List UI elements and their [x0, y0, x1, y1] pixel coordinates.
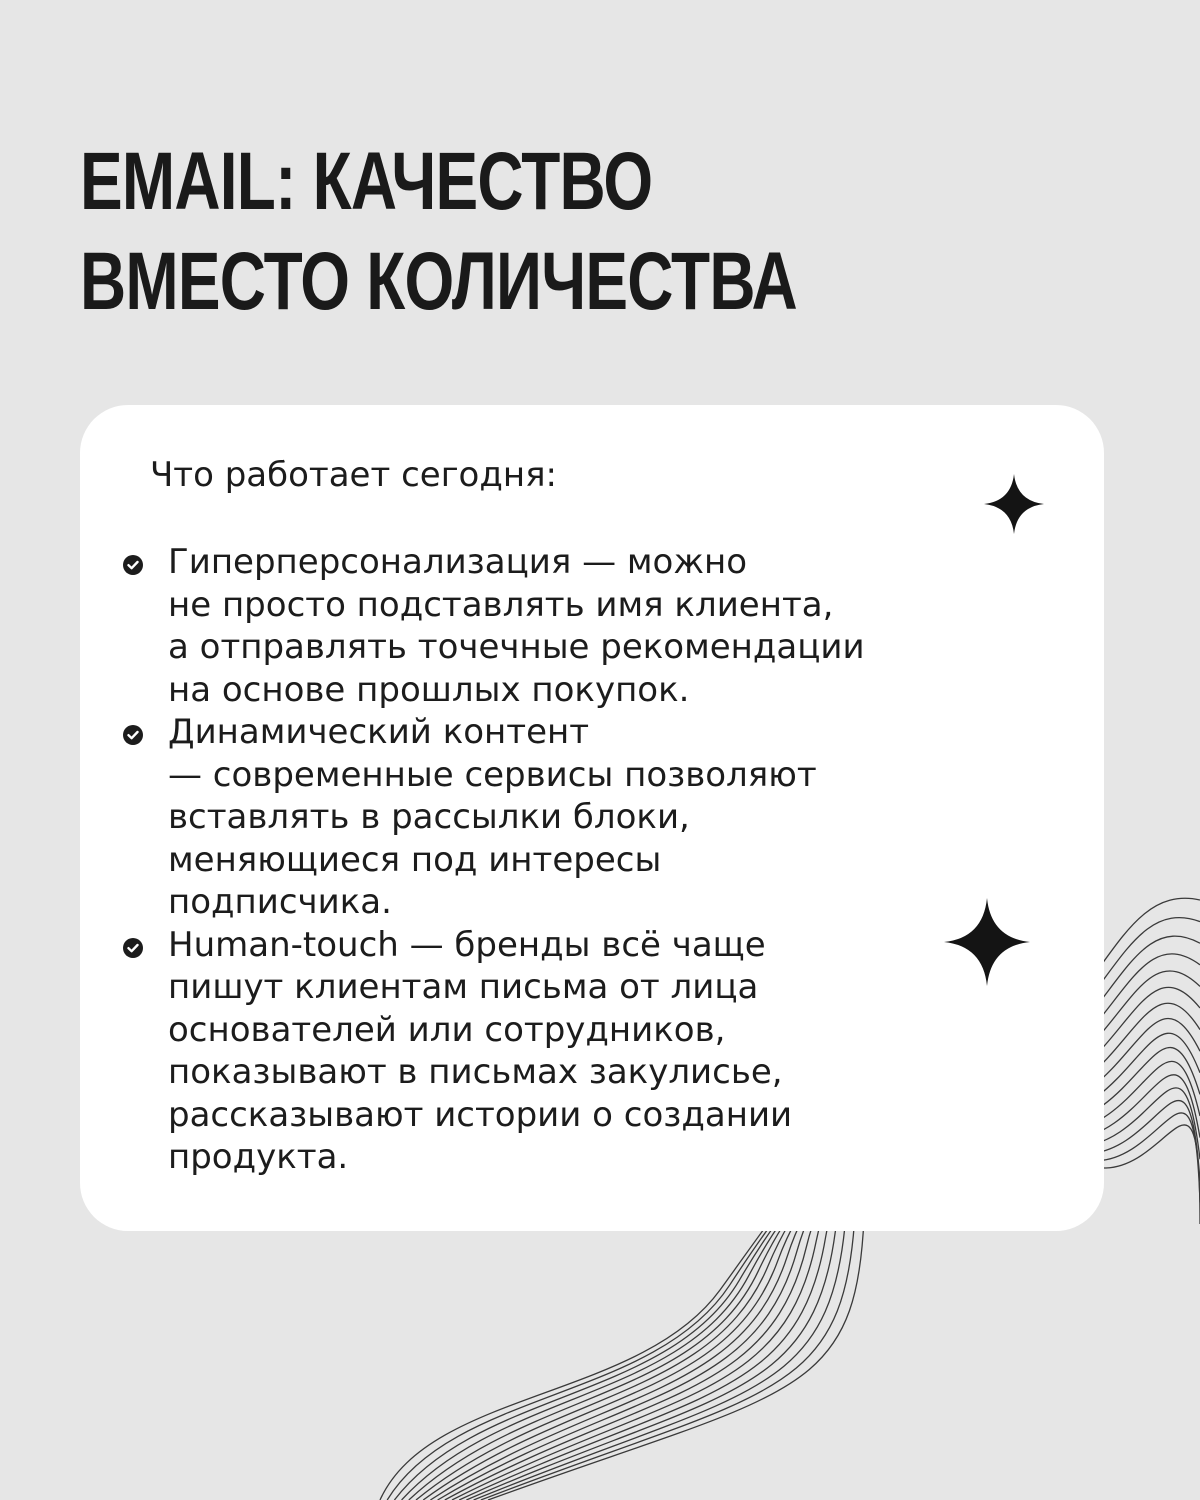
title-line-2: ВМЕСТО КОЛИЧЕСТВА — [80, 236, 797, 327]
list-item-line: подписчика. — [168, 882, 392, 922]
list-item-line: Динамический контент — [168, 712, 590, 752]
list-item-line: пишут клиентам письма от лица — [168, 967, 759, 1007]
list-item-line: основателей или сотрудников, — [168, 1009, 726, 1050]
list-item-line: не просто подставлять имя клиента, — [168, 584, 834, 625]
list-item — [168, 924, 1028, 1179]
check-circle-icon — [122, 724, 144, 746]
list-item — [168, 541, 1028, 711]
list-item-line: рассказывают истории о создании — [168, 1094, 793, 1135]
card-intro: Что работает сегодня: — [150, 455, 558, 495]
list-item-line: показывают в письмах закулисье, — [168, 1052, 783, 1092]
list-item-line: — современные сервисы позволяют — [168, 754, 817, 795]
check-circle-icon — [122, 937, 144, 959]
page-title — [80, 132, 797, 332]
list-item-line: а отправлять точечные рекомендации — [168, 627, 865, 667]
list-item-line: Гиперперсонализация — можно — [168, 542, 748, 582]
list-item-line: меняющиеся под интересы — [168, 839, 662, 880]
sparkle-icon — [984, 474, 1044, 534]
list-item-line: на основе прошлых покупок. — [168, 669, 690, 710]
list-item-line: вставлять в рассылки блоки, — [168, 797, 690, 837]
list-item — [168, 711, 1028, 924]
content-card — [80, 405, 1104, 1231]
list-item-line: Human-touch — бренды всё чаще — [168, 924, 766, 965]
feature-list — [168, 541, 1028, 1179]
sparkle-icon — [944, 898, 1030, 986]
title-line-1: EMAIL: КАЧЕСТВО — [80, 136, 653, 227]
check-circle-icon — [122, 554, 144, 576]
list-item-line: продукта. — [168, 1137, 349, 1177]
